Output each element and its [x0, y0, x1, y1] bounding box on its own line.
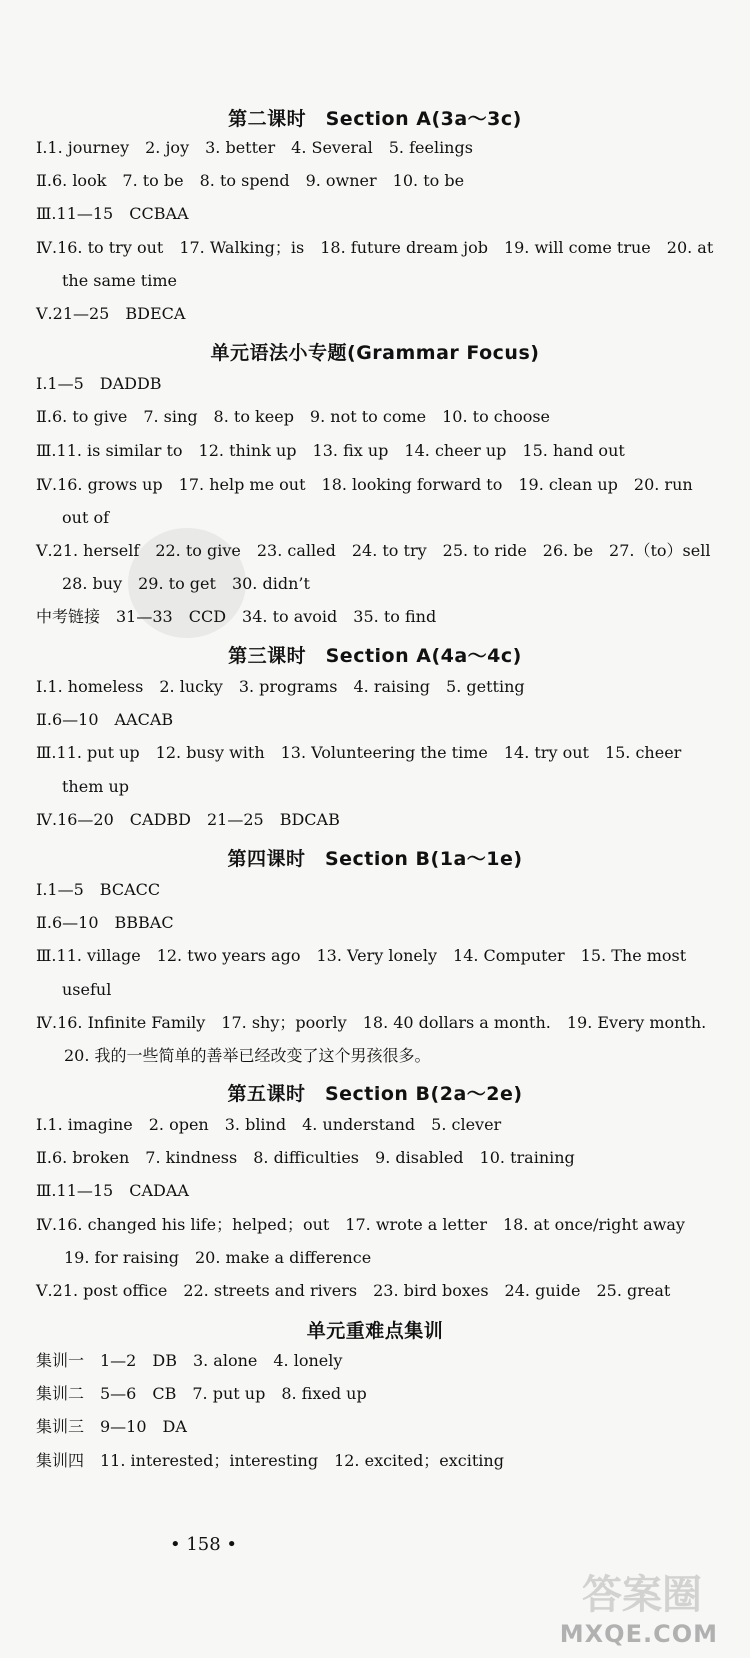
answer-line: 集训一 1—2 DB 3. alone 4. lonely — [36, 1351, 343, 1370]
answer-line: 中考链接 31—33 CCD 34. to avoid 35. to find — [36, 607, 437, 626]
section-title: 单元语法小专题(Grammar Focus) — [210, 342, 540, 364]
answer-line: Ⅰ.1—5 DADDB — [36, 374, 162, 393]
watermark-logo-text: 答案圈 — [582, 1572, 702, 1618]
answer-line: Ⅳ.16. Infinite Family 17. shy；poorly 18. 40 dollars a month. 19. Every month. — [36, 1013, 707, 1032]
answer-line: Ⅱ.6. to give 7. sing 8. to keep 9. not to come 10. to choose — [36, 407, 551, 426]
answer-line: Ⅰ.1. imagine 2. open 3. blind 4. understand 5. clever — [36, 1115, 502, 1134]
answer-line: Ⅰ.1. homeless 2. lucky 3. programs 4. raising 5. getting — [36, 677, 525, 696]
answer-line: out of — [62, 508, 110, 527]
page-number: • 158 • — [170, 1534, 238, 1555]
answer-line: 28. buy 29. to get 30. didn’t — [62, 574, 310, 593]
answer-line: Ⅱ.6. look 7. to be 8. to spend 9. owner 10. to be — [36, 171, 465, 190]
watermark-url: MXQE.COM — [559, 1620, 718, 1648]
answer-line: 20. 我的一些简单的善举已经改变了这个男孩很多。 — [64, 1046, 431, 1065]
answer-line: Ⅰ.1. journey 2. joy 3. better 4. Several 5. feelings — [36, 138, 473, 157]
answer-line: Ⅲ.11. is similar to 12. think up 13. fix up 14. cheer up 15. hand out — [36, 441, 625, 460]
section-title: 第二课时 Section A(3a～3c) — [228, 108, 522, 130]
answer-line: Ⅲ.11—15 CADAA — [36, 1181, 189, 1200]
answer-line: Ⅲ.11. village 12. two years ago 13. Very lonely 14. Computer 15. The most — [36, 946, 687, 965]
answer-line: Ⅱ.6. broken 7. kindness 8. difficulties 9. disabled 10. training — [36, 1148, 575, 1167]
answer-line: 集训二 5—6 CB 7. put up 8. fixed up — [36, 1384, 367, 1403]
answer-line: the same time — [62, 271, 177, 290]
answer-line: 19. for raising 20. make a difference — [64, 1248, 372, 1267]
answer-line: Ⅱ.6—10 AACAB — [36, 710, 174, 729]
section-title: 第三课时 Section A(4a～4c) — [228, 645, 522, 667]
answer-line: 集训三 9—10 DA — [36, 1417, 187, 1436]
answer-line: useful — [62, 980, 112, 999]
answer-line: Ⅱ.6—10 BBBAC — [36, 913, 174, 932]
answer-line: Ⅰ.1—5 BCACC — [36, 880, 161, 899]
answer-line: Ⅳ.16—20 CADBD 21—25 BDCAB — [36, 810, 340, 829]
answer-line: Ⅲ.11. put up 12. busy with 13. Volunteering the time 14. try out 15. cheer — [36, 743, 682, 762]
answer-line: Ⅴ.21. herself 22. to give 23. called 24. to try 25. to ride 26. be 27.（to）sell — [36, 541, 711, 560]
answer-line: Ⅳ.16. to try out 17. Walking；is 18. future dream job 19. will come true 20. at — [36, 238, 714, 257]
answer-line: Ⅲ.11—15 CCBAA — [36, 204, 189, 223]
answer-line: them up — [62, 777, 130, 796]
watermark-logo — [482, 1574, 742, 1654]
section-title: 第五课时 Section B(2a～2e) — [227, 1083, 523, 1105]
answer-line: 集训四 11. interested；interesting 12. excited；exciting — [36, 1451, 504, 1470]
answer-line: Ⅳ.16. changed his life；helped；out 17. wrote a letter 18. at once/right away — [36, 1215, 685, 1234]
section-title: 第四课时 Section B(1a～1e) — [227, 848, 523, 870]
answer-line: Ⅴ.21—25 BDECA — [36, 304, 186, 323]
answer-line: Ⅴ.21. post office 22. streets and rivers 23. bird boxes 24. guide 25. great — [36, 1281, 671, 1300]
answer-line: Ⅳ.16. grows up 17. help me out 18. looking forward to 19. clean up 20. run — [36, 475, 693, 494]
section-title: 单元重难点集训 — [306, 1320, 444, 1342]
